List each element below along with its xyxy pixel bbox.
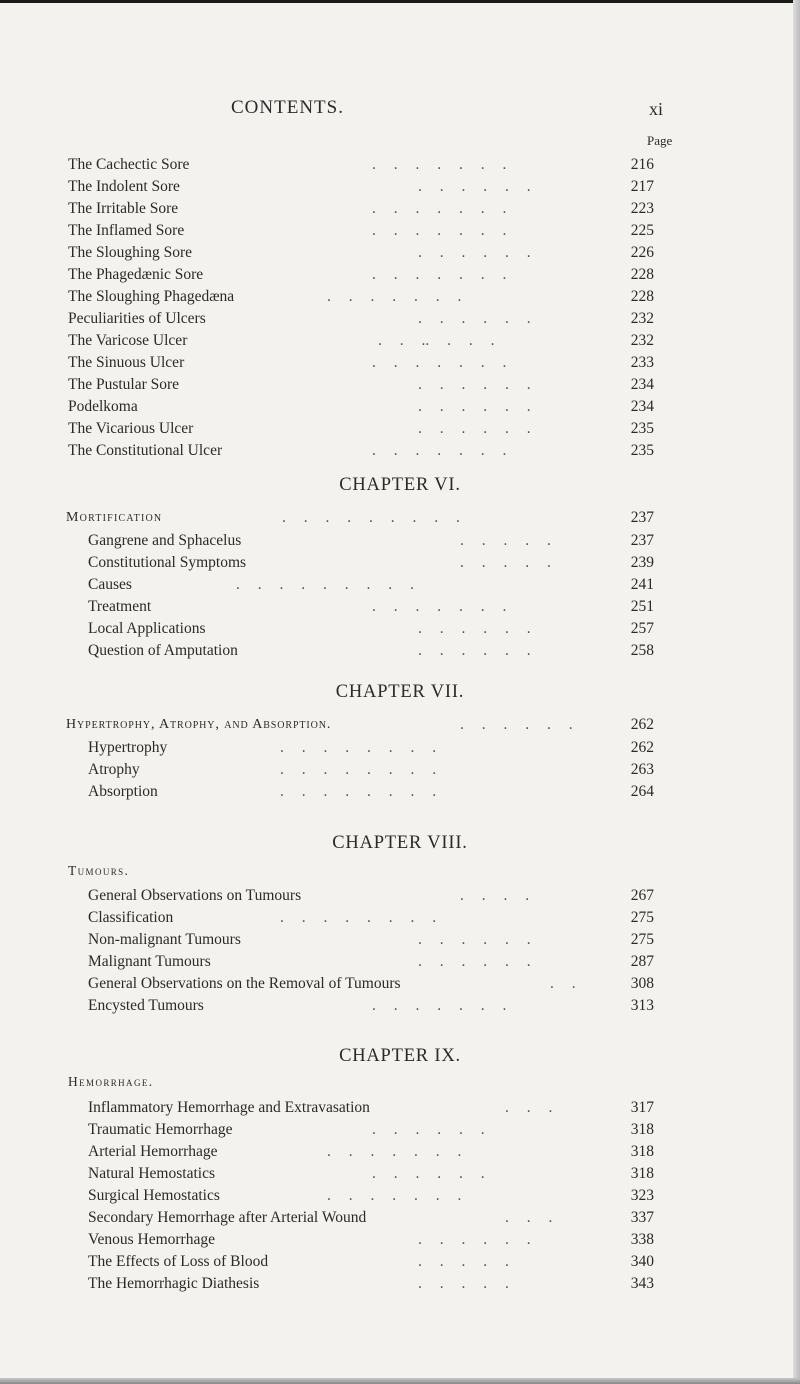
toc-entry[interactable] — [0, 1141, 800, 1163]
page-number: 237 — [630, 532, 654, 549]
toc-entry[interactable] — [0, 418, 800, 440]
page-number: 264 — [630, 783, 654, 800]
leader-dots: . . . . . . — [418, 178, 531, 195]
leader-dots: . . . . . . . — [372, 156, 507, 173]
entry-title: Atrophy — [88, 761, 140, 778]
toc-entry[interactable] — [0, 396, 800, 418]
entry-title: General Observations on Tumours — [88, 887, 302, 904]
page-number: 225 — [630, 222, 654, 239]
leader-dots: . . . . . . — [418, 953, 531, 970]
page-column-label: Page — [647, 133, 673, 148]
entry-title: The Sinuous Ulcer — [68, 354, 185, 371]
toc-entry[interactable] — [0, 1251, 800, 1273]
page-number: 287 — [630, 953, 654, 970]
page-number: 239 — [630, 554, 654, 571]
toc-entry[interactable] — [0, 242, 800, 264]
toc-entry[interactable] — [0, 951, 800, 973]
toc-entry[interactable] — [0, 1185, 800, 1207]
leader-dots: . . . . . . — [372, 1121, 485, 1138]
running-title: CONTENTS. — [231, 97, 344, 118]
page-number: 318 — [630, 1121, 654, 1138]
entry-title: Malignant Tumours — [88, 953, 211, 970]
toc-entry[interactable] — [0, 973, 800, 995]
page-number: 262 — [630, 716, 654, 733]
leader-dots: . . . . . . . . . — [236, 576, 414, 593]
page-number: 217 — [630, 178, 654, 195]
leader-dots: . . . . . . . . — [280, 783, 437, 800]
toc-entry[interactable] — [0, 264, 800, 286]
entry-title: Inflammatory Hemorrhage and Extravasation — [88, 1099, 370, 1116]
entry-title: Venous Hemorrhage — [88, 1231, 215, 1248]
leader-dots: . . . . . . — [372, 1165, 485, 1182]
page-number: 228 — [630, 266, 654, 283]
toc-entry[interactable] — [0, 530, 800, 552]
entry-title: Natural Hemostatics — [88, 1165, 215, 1182]
leader-dots: . . . . . . . . . — [282, 509, 460, 526]
toc-entry[interactable] — [0, 907, 800, 929]
page-number: 232 — [630, 310, 654, 327]
leader-dots: . . . — [505, 1209, 553, 1226]
page-number: 237 — [630, 509, 654, 526]
entry-title: Surgical Hemostatics — [88, 1187, 220, 1204]
page-header — [0, 97, 800, 127]
toc-entry[interactable] — [0, 176, 800, 198]
toc-entry[interactable] — [0, 618, 800, 640]
page-number: 233 — [630, 354, 654, 371]
toc-entry[interactable] — [0, 781, 800, 803]
leader-dots: . . . . . . — [460, 716, 573, 733]
entry-title: The Cachectic Sore — [68, 156, 190, 173]
leader-dots: . . . — [505, 1099, 553, 1116]
leader-dots: . . . . . . — [418, 931, 531, 948]
toc-entry[interactable] — [0, 995, 800, 1017]
toc-entry[interactable] — [0, 330, 800, 352]
page-number: 338 — [630, 1231, 654, 1248]
chapter-heading: CHAPTER VI. — [339, 475, 461, 495]
leader-dots: . . . . . . . — [372, 200, 507, 217]
entry-title: Absorption — [88, 783, 158, 800]
page-number: 234 — [630, 398, 654, 415]
leader-dots: . . . . . . — [418, 642, 531, 659]
page-number: 232 — [630, 332, 654, 349]
entry-title: Podelkoma — [68, 398, 138, 415]
leader-dots: . . . . . . . . — [280, 909, 437, 926]
page-number: 258 — [630, 642, 654, 659]
entry-title: Secondary Hemorrhage after Arterial Wound — [88, 1209, 367, 1226]
entry-title: The Indolent Sore — [68, 178, 180, 195]
page-number: 267 — [630, 887, 654, 904]
section-title: Hemorrhage. — [68, 1074, 154, 1089]
toc-entry[interactable] — [0, 1229, 800, 1251]
toc-entry[interactable] — [0, 286, 800, 308]
leader-dots: . . . . . . . — [327, 1187, 462, 1204]
entry-title: The Pustular Sore — [68, 376, 180, 393]
entry-title: Peculiarities of Ulcers — [68, 310, 206, 327]
toc-entry[interactable] — [0, 308, 800, 330]
toc-entry[interactable] — [0, 1207, 800, 1229]
toc-entry[interactable] — [0, 352, 800, 374]
leader-dots: . . . . . . . — [327, 288, 462, 305]
section-title: Hypertrophy, Atrophy, and Absorption. — [66, 717, 332, 732]
page-number: 234 — [630, 376, 654, 393]
page-number: 323 — [630, 1187, 654, 1204]
page-number: 235 — [630, 442, 654, 459]
entry-title: The Sloughing Phagedæna — [68, 288, 235, 305]
entry-title: Gangrene and Sphacelus — [88, 532, 242, 549]
leader-dots: . . . . . . . . — [280, 761, 437, 778]
toc-section-entry[interactable] — [0, 507, 800, 529]
toc-entry[interactable] — [0, 440, 800, 462]
page-number: 318 — [630, 1165, 654, 1182]
entry-title: Constitutional Symptoms — [88, 554, 247, 571]
toc-entry[interactable] — [0, 929, 800, 951]
page-number: 262 — [630, 739, 654, 756]
leader-dots: . . . . . — [418, 1275, 509, 1292]
leader-dots: . . . . . . — [418, 244, 531, 261]
page-number: 318 — [630, 1143, 654, 1160]
section-title: Tumours. — [68, 863, 130, 878]
page-number: 257 — [630, 620, 654, 637]
toc-entry[interactable] — [0, 198, 800, 220]
entry-title: The Inflamed Sore — [68, 222, 185, 239]
leader-dots: . . . . . . — [418, 420, 531, 437]
page-number: 263 — [630, 761, 654, 778]
entry-title: Question of Amputation — [88, 642, 238, 659]
entry-title: The Vicarious Ulcer — [68, 420, 194, 437]
leader-dots: . . . . . . . — [372, 354, 507, 371]
toc-section-entry[interactable] — [0, 714, 800, 736]
leader-dots: . . . . . — [460, 532, 551, 549]
page-number: 251 — [630, 598, 654, 615]
page-number: 337 — [630, 1209, 654, 1226]
entry-title: Arterial Hemorrhage — [88, 1143, 218, 1160]
entry-title: Traumatic Hemorrhage — [88, 1121, 233, 1138]
leader-dots: . . . . . . . — [372, 598, 507, 615]
page-number: 216 — [630, 156, 654, 173]
leader-dots: . . . . . . . — [372, 266, 507, 283]
leader-dots: . . . . . . — [418, 620, 531, 637]
page-number: 317 — [630, 1099, 654, 1116]
leader-dots: . . . . . . — [418, 1231, 531, 1248]
page-number: 340 — [630, 1253, 654, 1270]
leader-dots: . . . . . . . — [372, 997, 507, 1014]
chapter-heading: CHAPTER VIII. — [332, 833, 468, 853]
leader-dots: . . . . . — [460, 554, 551, 571]
page-number: 313 — [630, 997, 654, 1014]
entry-title: General Observations on the Removal of Tumours — [88, 975, 401, 992]
toc-entry[interactable] — [0, 1273, 800, 1295]
entry-title: Non-malignant Tumours — [88, 931, 241, 948]
entry-title: Local Applications — [88, 620, 206, 637]
page-number: 308 — [630, 975, 654, 992]
leader-dots: . . . . — [460, 887, 530, 904]
toc-entry[interactable] — [0, 574, 800, 596]
leader-dots: . . — [550, 975, 576, 992]
toc-entry[interactable] — [0, 737, 800, 759]
toc-entry[interactable] — [0, 640, 800, 662]
folio: xi — [649, 99, 664, 119]
entry-title: Hypertrophy — [88, 739, 168, 756]
page-number: 228 — [630, 288, 654, 305]
leader-dots: . . . . . — [418, 1253, 509, 1270]
page-number: 226 — [630, 244, 654, 261]
leader-dots: . . . . . . . — [372, 222, 507, 239]
page-number: 223 — [630, 200, 654, 217]
toc-entry[interactable] — [0, 220, 800, 242]
toc-entry[interactable] — [0, 1119, 800, 1141]
toc-entry[interactable] — [0, 154, 800, 176]
chapter-heading: CHAPTER IX. — [339, 1046, 461, 1066]
entry-title: The Varicose Ulcer — [68, 332, 188, 349]
page-number: 235 — [630, 420, 654, 437]
page-number: 241 — [630, 576, 654, 593]
page-number: 275 — [630, 909, 654, 926]
toc-entry[interactable] — [0, 1097, 800, 1119]
leader-dots: . . . . . . . . — [280, 739, 437, 756]
entry-title: The Hemorrhagic Diathesis — [88, 1275, 260, 1292]
chapter-heading: CHAPTER VII. — [335, 682, 465, 702]
leader-dots: . . .. . . . — [378, 332, 495, 349]
toc-entry[interactable] — [0, 1163, 800, 1185]
entry-title: The Constitutional Ulcer — [68, 442, 223, 459]
page-number: 275 — [630, 931, 654, 948]
entry-title: Classification — [88, 909, 174, 926]
toc-entry[interactable] — [0, 885, 800, 907]
entry-title: The Phagedænic Sore — [68, 266, 204, 283]
leader-dots: . . . . . . — [418, 398, 531, 415]
toc-entry[interactable] — [0, 759, 800, 781]
entry-title: The Sloughing Sore — [68, 244, 192, 261]
entry-title: Causes — [88, 576, 132, 593]
bottom-edge-line — [0, 1378, 800, 1384]
page-edge-shadow — [793, 0, 800, 1384]
top-edge-line — [0, 0, 800, 3]
entry-title: Treatment — [88, 598, 152, 615]
entry-title: The Irritable Sore — [68, 200, 179, 217]
page-number: 343 — [630, 1275, 654, 1292]
toc-entry[interactable] — [0, 596, 800, 618]
entry-title: Encysted Tumours — [88, 997, 204, 1014]
toc-entry[interactable] — [0, 374, 800, 396]
toc-entry[interactable] — [0, 552, 800, 574]
section-title: Mortification — [66, 510, 163, 525]
leader-dots: . . . . . . . — [327, 1143, 462, 1160]
leader-dots: . . . . . . — [418, 310, 531, 327]
leader-dots: . . . . . . . — [372, 442, 507, 459]
entry-title: The Effects of Loss of Blood — [88, 1253, 269, 1270]
leader-dots: . . . . . . — [418, 376, 531, 393]
